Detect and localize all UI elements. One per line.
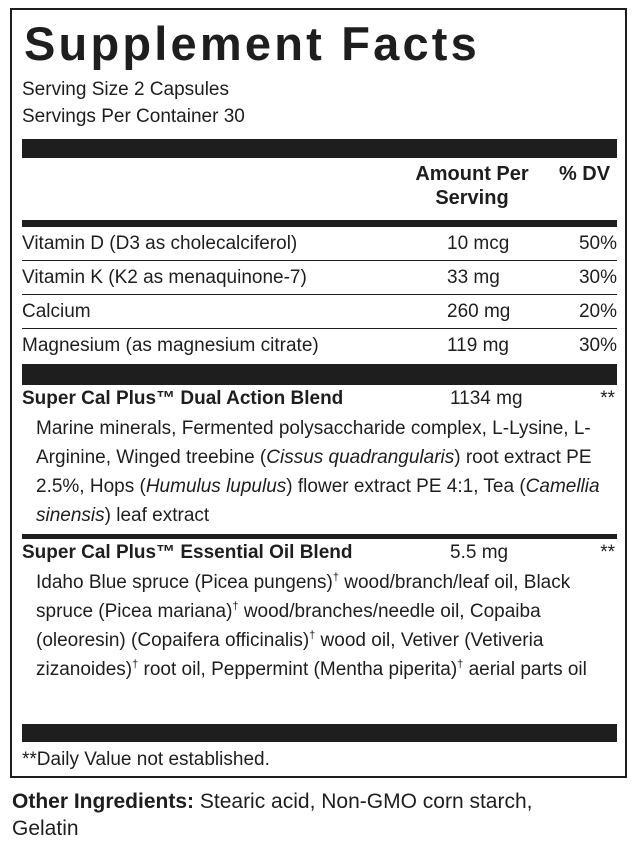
nutrient-row <box>22 227 617 260</box>
servings-per-container: Servings Per Container 30 <box>22 106 245 127</box>
nutrient-amount: 260 mg <box>447 301 511 322</box>
nutrient-name: Vitamin D (D3 as cholecalciferol) <box>22 233 298 254</box>
thick-divider <box>22 724 617 742</box>
dual-action-blend-name: Super Cal Plus™ Dual Action Blend <box>22 388 344 409</box>
amount-per-serving-header: Amount Per Serving <box>415 163 529 209</box>
medium-divider <box>22 534 617 539</box>
nutrient-dv: 30% <box>578 267 617 288</box>
serving-size: Serving Size 2 Capsules <box>22 79 229 100</box>
essential-oil-blend-amount: 5.5 mg <box>450 542 509 563</box>
other-ingredients-label: Other Ingredients: <box>12 790 195 813</box>
footnote: **Daily Value not established. <box>22 749 270 770</box>
nutrient-row <box>22 329 617 362</box>
essential-oil-blend-dv: ** <box>600 542 615 563</box>
thick-divider <box>22 139 617 158</box>
nutrient-dv: 50% <box>578 233 617 254</box>
other-ingredients-text: Stearic acid, Non-GMO corn starch, Gelatin <box>12 790 533 840</box>
essential-oil-blend-name: Super Cal Plus™ Essential Oil Blend <box>22 542 353 563</box>
nutrient-dv: 20% <box>578 301 617 322</box>
supplement-facts-panel <box>10 8 627 778</box>
thick-divider <box>22 364 617 385</box>
nutrient-name: Magnesium (as magnesium citrate) <box>22 335 319 356</box>
dual-action-blend-ingredients: Marine minerals, Fermented polysaccharide complex, L-Lysine, L-Arginine, Winged treebine (Cissus quadrangularis) root extract PE 2.5%, Hops (Humulus lupulus) flower extract PE 4:1, Tea (Camellia sinensis) leaf extract <box>36 418 600 526</box>
dual-action-blend-amount: 1134 mg <box>450 388 523 409</box>
medium-divider <box>22 220 617 227</box>
nutrient-row <box>22 261 617 294</box>
nutrient-amount: 33 mg <box>447 267 500 288</box>
nutrient-dv: 30% <box>578 335 617 356</box>
essential-oil-blend-ingredients: Idaho Blue spruce (Picea pungens)† wood/branch/leaf oil, Black spruce (Picea mariana)† wood/branches/needle oil, Copaiba (oleoresin) (Copaifera officinalis)† wood oil, Vetiver (Vetiveria zizanoides)† root oil, Peppermint (Mentha piperita)† aerial parts oil <box>36 571 587 680</box>
dv-header: % DV <box>558 163 611 185</box>
panel-title: Supplement Facts <box>24 17 481 70</box>
dual-action-blend-dv: ** <box>600 388 615 409</box>
nutrient-name: Calcium <box>22 301 91 322</box>
other-ingredients <box>12 788 572 842</box>
nutrient-amount: 10 mcg <box>447 233 510 254</box>
nutrient-name: Vitamin K (K2 as menaquinone-7) <box>22 267 307 288</box>
nutrient-row <box>22 295 617 328</box>
nutrient-amount: 119 mg <box>447 335 509 356</box>
